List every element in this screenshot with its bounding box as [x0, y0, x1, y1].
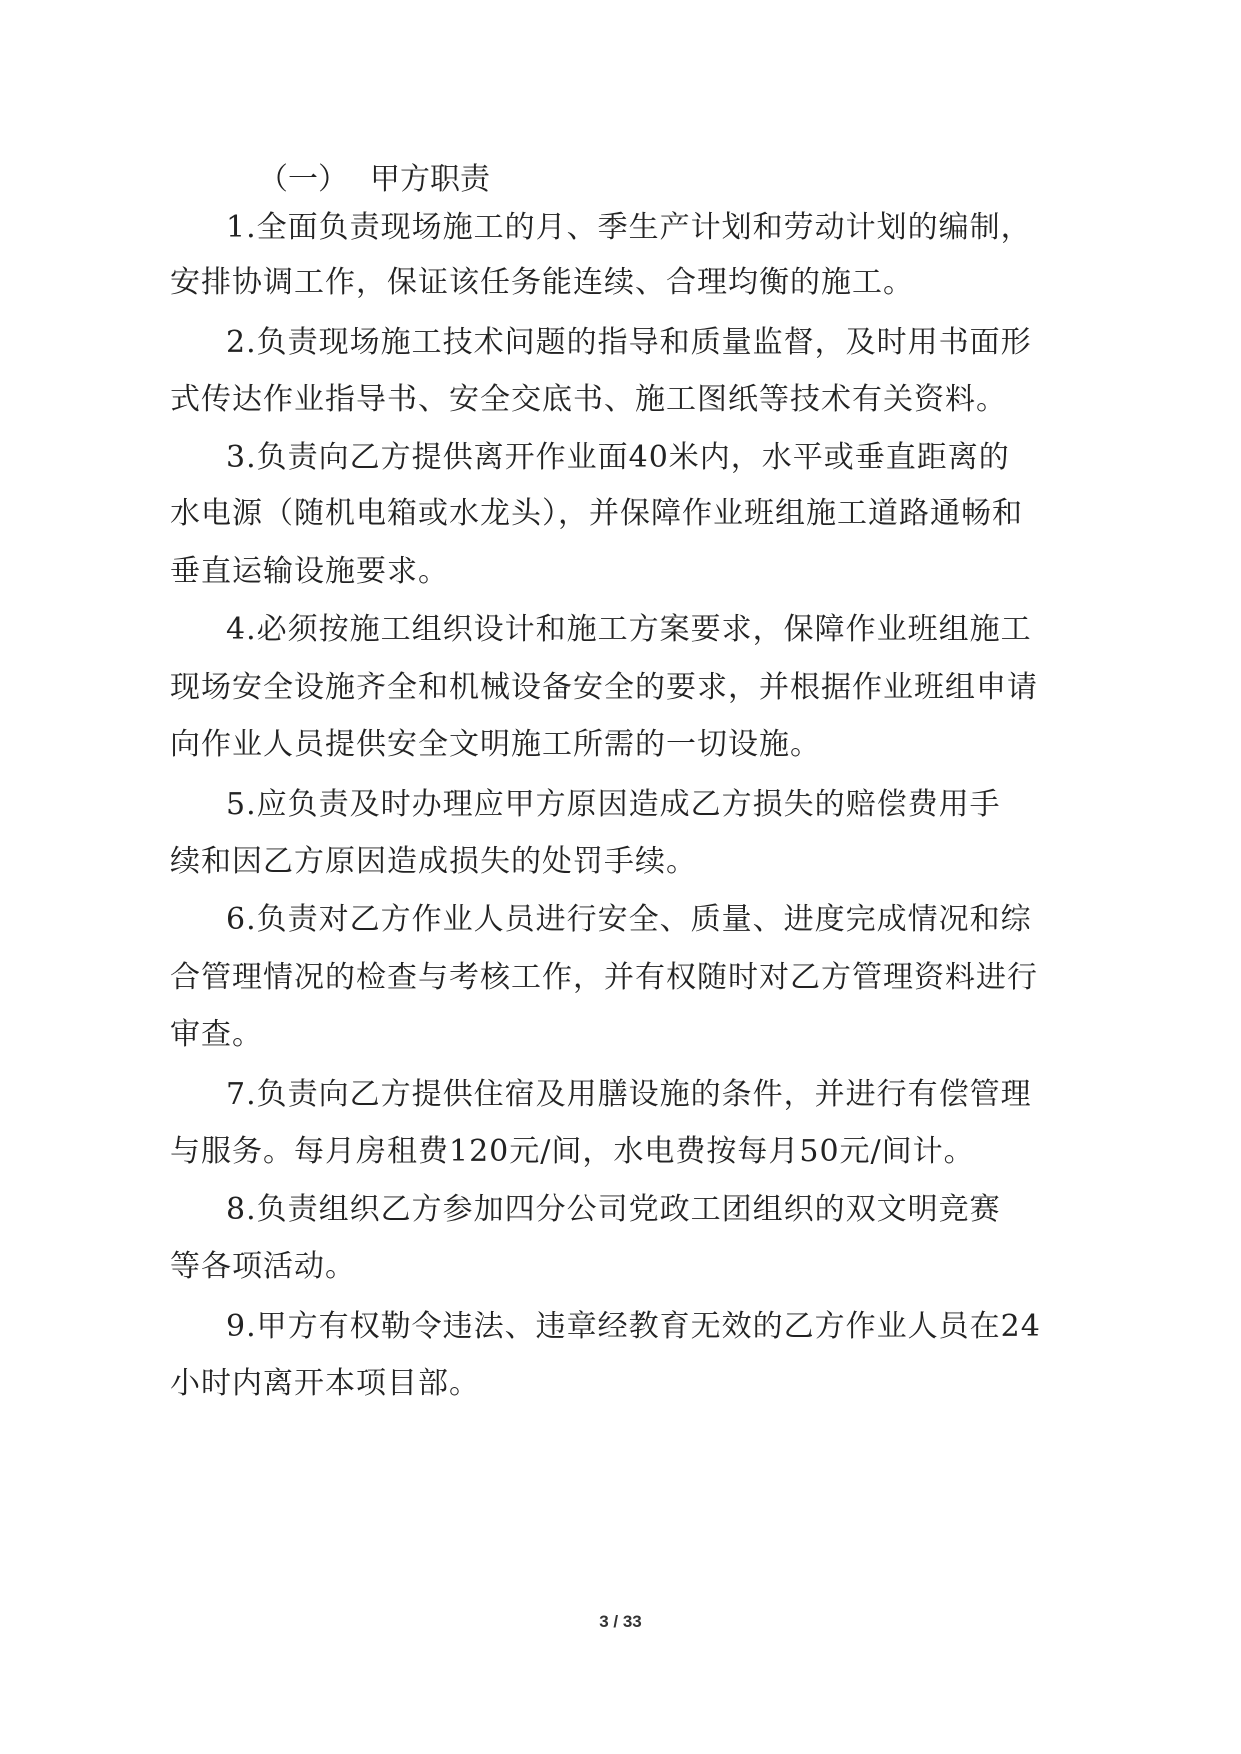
paragraph-3-line-2: 水电源（随机电箱或水龙头），并保障作业班组施工道路通畅和 — [170, 496, 1023, 531]
paragraph-2-line-2: 式传达作业指导书、安全交底书、施工图纸等技术有关资料。 — [170, 382, 1007, 417]
paragraph-6-line-3: 审查。 — [170, 1017, 263, 1052]
paragraph-9-line-1: 9.甲方有权勒令违法、违章经教育无效的乙方作业人员在24 — [226, 1309, 1041, 1344]
paragraph-8-line-1: 8.负责组织乙方参加四分公司党政工团组织的双文明竞赛 — [226, 1192, 1001, 1227]
paragraph-2-line-1: 2.负责现场施工技术问题的指导和质量监督，及时用书面形 — [226, 325, 1032, 360]
paragraph-7-line-1: 7.负责向乙方提供住宿及用膳设施的条件，并进行有偿管理 — [226, 1077, 1032, 1112]
section-heading — [258, 160, 490, 200]
paragraph-3-line-3: 垂直运输设施要求。 — [170, 554, 449, 589]
paragraph-6-line-2: 合管理情况的检查与考核工作，并有权随时对乙方管理资料进行 — [170, 960, 1038, 995]
paragraph-4-line-3: 向作业人员提供安全文明施工所需的一切设施。 — [170, 727, 821, 762]
paragraph-1-line-1: 1.全面负责现场施工的月、季生产计划和劳动计划的编制， — [226, 210, 1032, 245]
paragraph-5-line-2: 续和因乙方原因造成损失的处罚手续。 — [170, 844, 697, 879]
page-number: 3 / 33 — [599, 1612, 642, 1631]
section-title: 甲方职责 — [370, 162, 490, 197]
paragraph-9-line-2: 小时内离开本项目部。 — [170, 1366, 480, 1401]
paragraph-5-line-1: 5.应负责及时办理应甲方原因造成乙方损失的赔偿费用手 — [226, 787, 1001, 822]
paragraph-7-line-2: 与服务。每月房租费120元/间，水电费按每月50元/间计。 — [170, 1134, 975, 1169]
paragraph-6-line-1: 6.负责对乙方作业人员进行安全、质量、进度完成情况和综 — [226, 902, 1032, 937]
section-number: （一） — [258, 162, 348, 197]
paragraph-3-line-1: 3.负责向乙方提供离开作业面40米内，水平或垂直距离的 — [226, 440, 1010, 475]
paragraph-1-line-2: 安排协调工作，保证该任务能连续、合理均衡的施工。 — [170, 265, 914, 300]
paragraph-8-line-2: 等各项活动。 — [170, 1249, 356, 1284]
paragraph-4-line-1: 4.必须按施工组织设计和施工方案要求，保障作业班组施工 — [226, 612, 1032, 647]
paragraph-4-line-2: 现场安全设施齐全和机械设备安全的要求，并根据作业班组申请 — [170, 670, 1038, 705]
